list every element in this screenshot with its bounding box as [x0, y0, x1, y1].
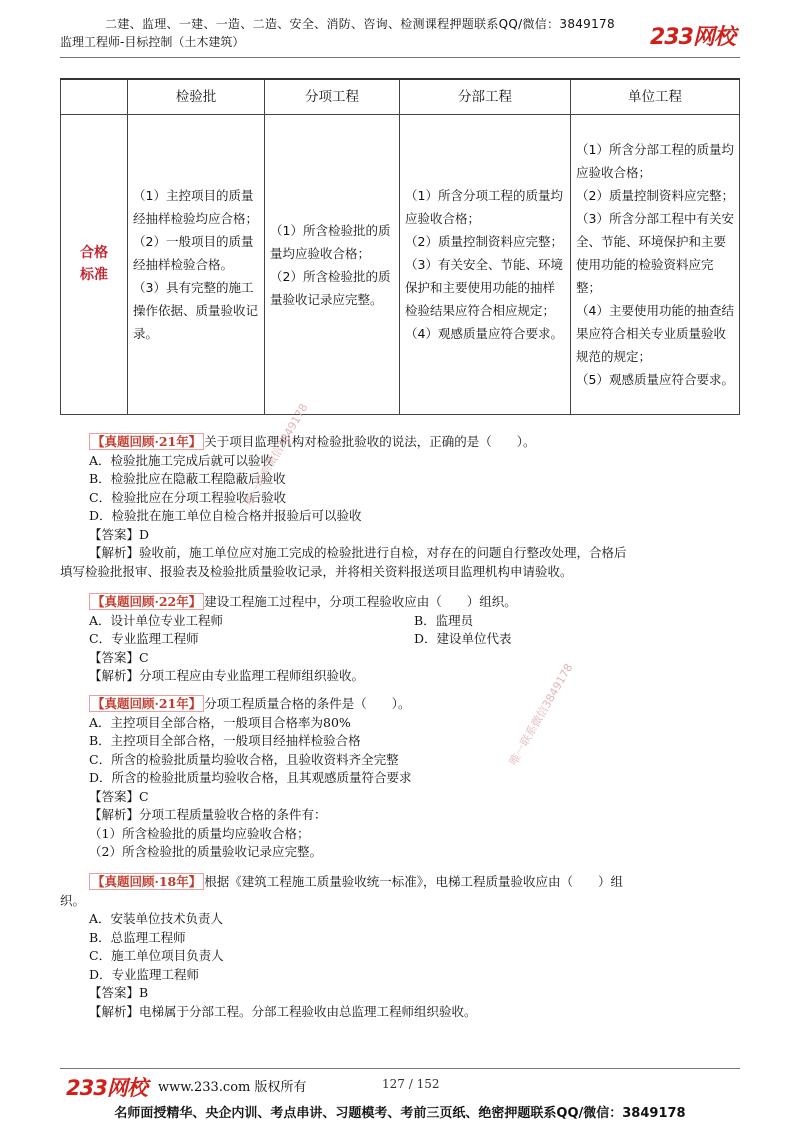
question-block [60, 433, 627, 581]
stem-continuation: 织。 [60, 892, 86, 908]
stem-text: 关于项目监理机构对检验批验收的说法，正确的是（ ）。 [204, 434, 536, 449]
table-header-cell: 单位工程 [571, 79, 740, 115]
question-stem [89, 593, 669, 612]
option: D．所含的检验批质量均验收合格，且其观感质量符合要求 [89, 770, 412, 785]
watermark-text: 唯一联系微信3849178 [241, 401, 311, 508]
cell-line: （1）所含分部工程的质量均应验收合格； [576, 142, 734, 180]
option: B．监理员 [414, 612, 474, 628]
option: B．检验批应在隐蔽工程隐蔽后验收 [89, 471, 286, 486]
analysis-line: （2）所含检验批的质量验收记录应完整。 [89, 844, 322, 859]
table-row [61, 115, 740, 415]
table-cell [128, 115, 265, 415]
answer: 【答案】B [89, 985, 149, 1000]
option: B．总监理工程师 [89, 929, 186, 945]
question-tag: 【真题回顾·22年】 [89, 593, 204, 610]
cell-line: （2）质量控制资料应完整； [405, 234, 563, 249]
answer: 【答案】D [89, 526, 150, 542]
cell-line: （2）所含检验批的质量验收记录应完整。 [270, 268, 391, 307]
question-tag: 【真题回顾·18年】 [89, 873, 204, 890]
option: C．所含的检验批质量均验收合格，且验收资料齐全完整 [89, 751, 399, 767]
header-banner: 二建、监理、一建、一造、二造、安全、消防、咨询、检测课程押题联系QQ/微信：3849178 [105, 17, 615, 31]
watermark-text: 唯一联系微信3849178 [506, 661, 576, 768]
table-cell [571, 115, 740, 415]
question-tag: 【真题回顾·21年】 [89, 695, 204, 712]
table-header-cell: 分项工程 [265, 79, 400, 115]
stem-text: 分项工程质量合格的条件是（ ）。 [204, 696, 411, 711]
category-text: 合格标准 [79, 245, 108, 283]
question-block [89, 695, 412, 862]
option: B．主控项目全部合格，一般项目经抽样检验合格 [89, 733, 361, 748]
table-header-row [61, 79, 740, 115]
cell-line: （2）一般项目的质量经抽样检验合格。 [133, 234, 254, 272]
answer: 【答案】C [89, 788, 149, 804]
cell-line: （5）观感质量应符合要求。 [576, 372, 734, 387]
cell-line: （1）所含分项工程的质量均应验收合格； [405, 188, 563, 226]
option: D．检验批在施工单位自检合格并报验后可以验收 [89, 508, 362, 523]
option: A．主控项目全部合格，一般项目合格率为80% [89, 714, 351, 730]
option: A．检验批施工完成后就可以验收 [89, 452, 274, 468]
footer-logo: 233网校 [66, 1076, 147, 1100]
analysis-line: 填写检验批报审、报验表及检验批质量验收记录，并将相关资料报送项目监理机构申请验收。 [60, 563, 573, 579]
cell-line: （1）所含检验批的质量均应验收合格； [270, 222, 391, 261]
analysis-line: 【解析】分项工程质量验收合格的条件有： [89, 807, 327, 822]
analysis-line: 【解析】验收前，施工单位应对施工完成的检验批进行自检，对存在的问题自行整改处理，合格后 [89, 545, 627, 560]
table-header-cell: 检验批 [128, 79, 265, 115]
analysis-line: 【解析】分项工程应由专业监理工程师组织验收。 [89, 668, 365, 683]
cell-line: （1）主控项目的质量经抽样检验均应合格； [133, 188, 259, 226]
cell-line: （4）主要使用功能的抽查结果应符合相关专业质量验收规范的规定； [576, 303, 734, 364]
option: A．安装单位技术负责人 [89, 911, 224, 926]
answer: 【答案】C [89, 649, 149, 665]
category-label [61, 115, 128, 415]
footer-banner: 名师面授精华、央企内训、考点串讲、习题模考、考前三页纸、绝密押题联系QQ/微信：3849178 [114, 1106, 686, 1121]
question-block [89, 593, 669, 686]
cell-line: （3）有关安全、节能、环境保护和主要使用功能的抽样检验结果应符合相应规定； [405, 257, 563, 318]
option: C．专业监理工程师 [89, 631, 199, 646]
option: D．专业监理工程师 [89, 966, 200, 982]
brand-logo: 233网校 [650, 25, 735, 50]
option-row [89, 630, 669, 649]
cell-line: （3）具有完整的施工操作依据、质量验收记录。 [133, 280, 259, 341]
stem-text: 建设工程施工过程中，分项工程验收应由（ ）组织。 [204, 594, 517, 609]
cell-line: （2）质量控制资料应完整； [576, 188, 734, 203]
document-subtitle: 监理工程师-目标控制（土木建筑） [60, 35, 245, 49]
cell-line: （3）所含分部工程中有关安全、节能、环境保护和主要使用功能的检验资料应完整； [576, 211, 734, 295]
option: D．建设单位代表 [414, 631, 512, 646]
table-header-cell [61, 79, 128, 115]
question-stem [89, 873, 623, 892]
footer-site-text: www.233.com 版权所有 [158, 1080, 307, 1095]
question-block [60, 873, 624, 1021]
option: C．施工单位项目负责人 [89, 948, 224, 963]
analysis-line: （1）所含检验批的质量均应验收合格； [89, 825, 310, 841]
question-stem [89, 695, 412, 714]
option: A．设计单位专业工程师 [89, 612, 224, 628]
table-cell [400, 115, 571, 415]
acceptance-criteria-table [60, 78, 740, 415]
option-row [89, 612, 669, 631]
footer-divider [60, 1068, 740, 1069]
cell-line: （4）观感质量应符合要求。 [405, 326, 563, 341]
question-stem [89, 433, 627, 452]
question-tag: 【真题回顾·21年】 [89, 433, 204, 450]
analysis-line: 【解析】电梯属于分部工程。分部工程验收由总监理工程师组织验收。 [89, 1003, 477, 1019]
option: C．检验批应在分项工程验收后验收 [89, 489, 287, 505]
page-number: 127 / 152 [382, 1077, 440, 1091]
table-cell [265, 115, 400, 415]
stem-text: 根据《建筑工程施工质量验收统一标准》，电梯工程质量验收应由（ ）组 [204, 874, 624, 889]
header-divider [60, 57, 740, 58]
table-header-cell: 分部工程 [400, 79, 571, 115]
